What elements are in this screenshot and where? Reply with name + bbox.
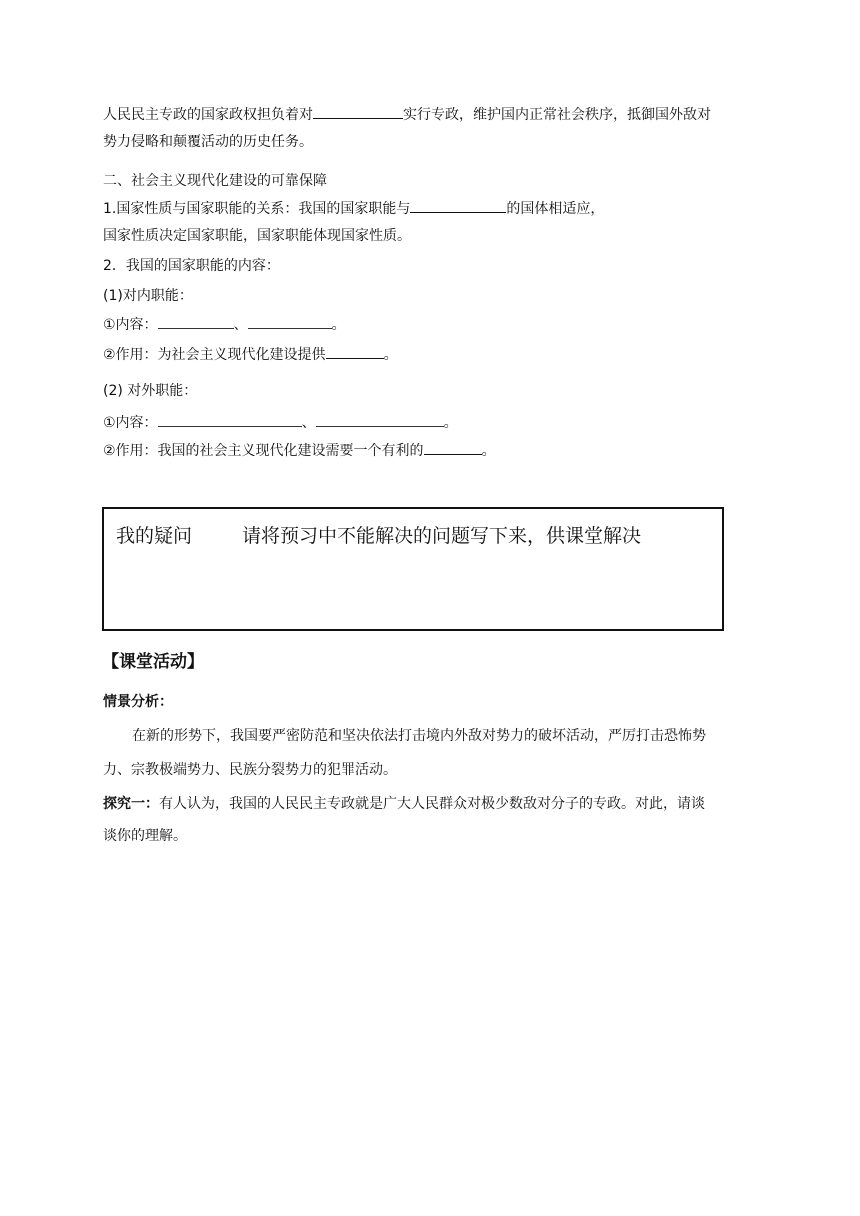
answer-blank[interactable]	[326, 344, 384, 359]
text: ①内容：	[103, 415, 158, 431]
answer-blank[interactable]	[316, 414, 444, 427]
text: 1.国家性质与国家职能的关系：我国的国家职能与	[103, 201, 411, 217]
text: 、	[301, 415, 316, 431]
answer-blank[interactable]	[158, 414, 302, 427]
text: 。	[383, 347, 398, 363]
list-item: (1)对内职能：	[103, 288, 193, 304]
question-box-label: 我的疑问	[116, 525, 193, 547]
text: 。	[331, 317, 346, 333]
text: ②作用：为社会主义现代化建设提供	[103, 347, 326, 363]
question-box[interactable]	[102, 507, 724, 631]
text: 实行专政，维护国内正常社会秩序，抵御国外敌对	[403, 107, 711, 123]
list-item	[103, 315, 346, 335]
paragraph-line: 力、宗教极端势力、民族分裂势力的犯罪活动。	[103, 762, 397, 778]
answer-blank[interactable]	[424, 440, 482, 455]
list-item: (2) 对外职能：	[103, 383, 198, 399]
text: ①内容：	[103, 317, 158, 333]
paragraph-line	[103, 198, 604, 219]
text: 。	[481, 443, 496, 459]
list-item	[103, 413, 458, 433]
answer-blank[interactable]	[410, 198, 506, 213]
paragraph-line: 谈你的理解。	[103, 828, 187, 844]
text: 人民民主专政的国家政权担负着对	[103, 107, 313, 123]
explore-label: 探究一：	[103, 796, 159, 812]
paragraph-line	[103, 104, 711, 125]
text: 、	[233, 317, 248, 333]
classroom-heading: 【课堂活动】	[102, 652, 204, 672]
answer-blank[interactable]	[248, 316, 332, 329]
list-item: 2．我国的国家职能的内容：	[103, 258, 280, 274]
paragraph-line: 国家性质决定国家职能，国家职能体现国家性质。	[103, 228, 411, 244]
question-box-hint: 请将预习中不能解决的问题写下来，供课堂解决	[242, 525, 642, 547]
list-item	[103, 440, 496, 461]
section-heading: 二、社会主义现代化建设的可靠保障	[103, 173, 327, 189]
text: 的国体相适应，	[506, 201, 605, 217]
paragraph-line: 在新的形势下，我国要严密防范和坚决依法打击境内外敌对势力的破坏活动，严厉打击恐怖势	[132, 728, 706, 744]
text: 有人认为，我国的人民民主专政就是广大人民群众对极少数敌对分子的专政。对此，请谈	[159, 796, 705, 812]
answer-blank[interactable]	[313, 104, 403, 119]
scenario-label: 情景分析：	[103, 694, 173, 710]
paragraph-line: 势力侵略和颠覆活动的历史任务。	[103, 134, 313, 150]
text: 。	[443, 415, 458, 431]
text: ②作用：我国的社会主义现代化建设需要一个有利的	[103, 443, 424, 459]
answer-blank[interactable]	[158, 316, 234, 329]
explore-line	[103, 794, 705, 814]
list-item	[103, 344, 398, 365]
